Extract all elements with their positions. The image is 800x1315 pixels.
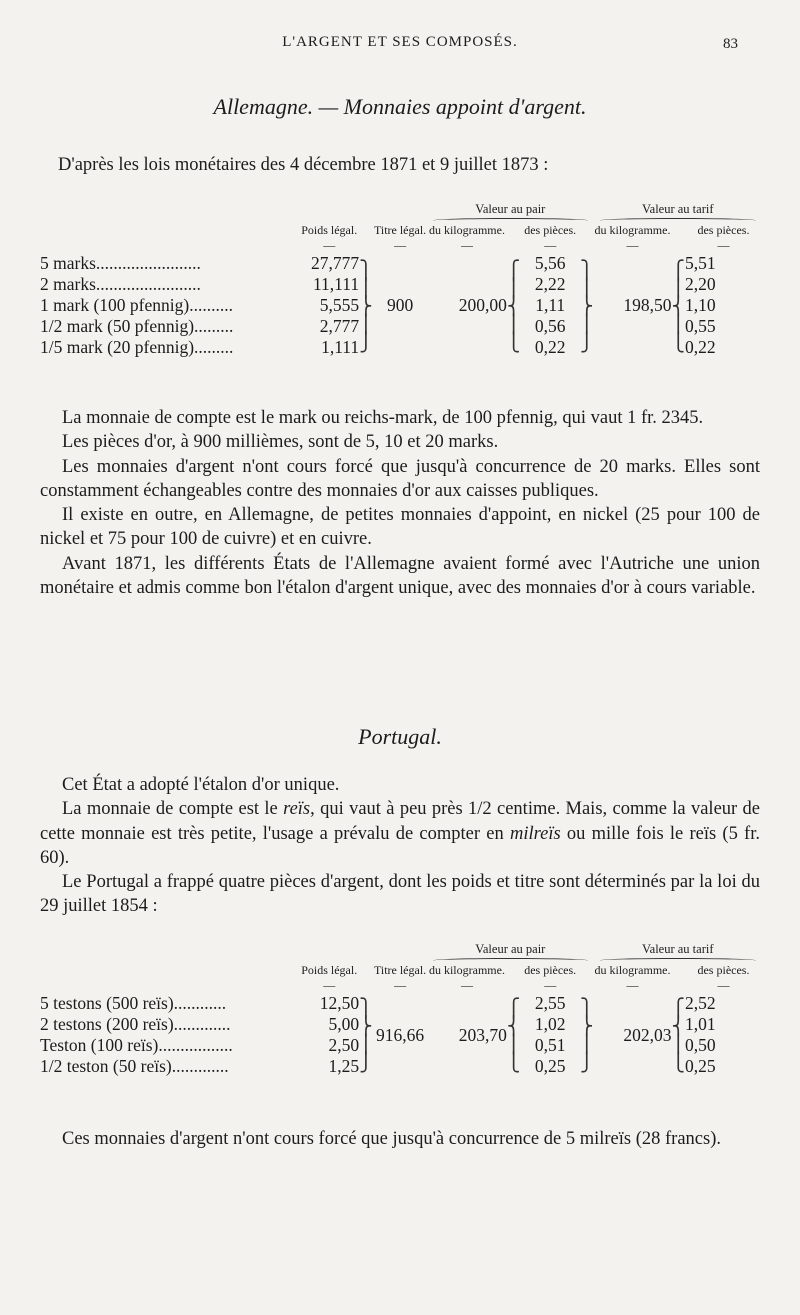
pair-piece-value: 0,56: [534, 316, 566, 336]
brace: ⎫ ⎪ ⎬ ⎪ ⎭: [359, 259, 373, 352]
dash: —: [544, 238, 557, 252]
col-header-titre: Titre légal.: [373, 963, 427, 977]
tarif-piece-value: 2,52: [684, 993, 716, 1013]
coin-weight: 2,50: [328, 1035, 360, 1055]
brace: ⎫ ⎬ ⎪ ⎭: [580, 998, 594, 1072]
section-title-allemagne: Allemagne. — Monnaies appoint d'argent.: [213, 94, 587, 119]
group-header-pair: Valeur au pair: [427, 942, 594, 963]
page-number: 83: [723, 36, 738, 52]
col-header-pair-kg: du kilogramme.: [428, 963, 505, 977]
tarif-piece-value: 0,55: [684, 316, 716, 336]
coin-weight: 11,111: [312, 274, 360, 294]
coin-label: 1/2 mark (50 pfennig).........: [40, 316, 234, 336]
brace: ⎧ ⎪ ⎨ ⎪ ⎩: [506, 259, 521, 352]
pair-piece-value: 1,11: [535, 295, 566, 315]
coin-label: 1/2 teston (50 reïs).............: [40, 1056, 229, 1076]
dash: —: [717, 978, 730, 992]
tarif-piece-value: 1,10: [684, 295, 716, 315]
body-text-portugal: [40, 773, 760, 919]
pair-piece-value: 0,22: [534, 337, 566, 357]
dash: —: [626, 978, 639, 992]
brace: ⎧ ⎨ ⎪ ⎩: [506, 998, 521, 1072]
coin-label: Teston (100 reïs).................: [40, 1035, 233, 1055]
dash: —: [460, 978, 473, 992]
col-header-pair-kg: du kilogramme.: [428, 223, 505, 237]
term-milreis: milreïs: [509, 823, 561, 844]
col-header-tarif-kg: du kilogramme.: [594, 963, 671, 977]
tarif-piece-value: 0,50: [684, 1035, 716, 1055]
coin-label: 5 testons (500 reïs)............: [40, 993, 227, 1013]
coin-titre: 916,66: [376, 1024, 425, 1045]
tarif-kg-value: 202,03: [623, 1024, 672, 1045]
dash: —: [460, 238, 473, 252]
running-head: [0, 34, 800, 58]
tarif-piece-value: 0,25: [684, 1056, 716, 1076]
dash: —: [323, 978, 336, 992]
paragraph: Avant 1871, les différents États de l'Allemagne avaient formé avec l'Autriche une union monétaire et admis comme bon l'étalon d'argent unique, avec des monnaies d'or à cours variable.: [40, 553, 760, 599]
coin-weight: 1,111: [321, 337, 360, 357]
tarif-piece-value: 1,01: [684, 1014, 716, 1034]
brace: ⎫ ⎬ ⎪ ⎭: [359, 998, 373, 1072]
coin-label: 5 marks........................: [40, 253, 201, 273]
coin-label: 2 testons (200 reïs).............: [40, 1014, 231, 1034]
coin-weight: 5,555: [319, 295, 360, 315]
col-header-poids: Poids légal.: [301, 963, 358, 977]
coin-weight: 2,777: [319, 316, 360, 336]
paragraph: Il existe en outre, en Allemagne, de petites monnaies d'appoint, en nickel (25 pour 100 de nickel et 75 pour 100 de cuivre) et en cuivre.: [40, 505, 760, 550]
paragraph: Les pièces d'or, à 900 millièmes, sont de 5, 10 et 20 marks.: [62, 432, 499, 453]
coin-weight: 12,50: [319, 993, 360, 1013]
col-header-poids: Poids légal.: [301, 223, 358, 237]
tarif-piece-value: 0,22: [684, 337, 716, 357]
col-header-tarif-pieces: des pièces.: [697, 223, 750, 237]
paragraph: Le Portugal a frappé quatre pièces d'argent, dont les poids et titre sont déterminés par la loi du 29 juillet 1854 :: [40, 872, 760, 917]
paragraph: Ces monnaies d'argent n'ont cours forcé que jusqu'à concurrence de 5 milreïs (28 francs).: [62, 1129, 721, 1149]
pair-piece-value: 2,55: [534, 993, 566, 1013]
paragraph: La monnaie de compte est le reïs, qui vaut à peu près 1/2 centime. Mais, comme la valeur de cette monnaie est très petite, l'usage a prévalu de compter en milreïs ou mille fois le reïs (5 fr. 60).: [40, 799, 760, 868]
closing-portugal: [40, 1127, 760, 1151]
dash: —: [394, 238, 407, 252]
coin-weight: 1,25: [328, 1056, 360, 1076]
brace: ⎧ ⎪ ⎨ ⎪ ⎩: [671, 259, 685, 352]
brace: ⎧ ⎨ ⎪ ⎩: [671, 998, 685, 1072]
paragraph: La monnaie de compte est le mark ou reichs-mark, de 100 pfennig, qui vaut 1 fr. 2345.: [62, 408, 704, 428]
group-header-tarif: Valeur au tarif: [594, 942, 762, 963]
col-header-pair-pieces: des pièces.: [524, 963, 577, 977]
pair-piece-value: 0,51: [534, 1035, 566, 1055]
tarif-kg-value: 198,50: [623, 295, 672, 315]
col-header-pair-pieces: des pièces.: [524, 223, 577, 237]
dash: —: [323, 238, 336, 252]
brace: ⎫ ⎪ ⎬ ⎪ ⎭: [580, 259, 594, 352]
coin-weight: 27,777: [311, 253, 360, 273]
coin-label: 2 marks........................: [40, 274, 201, 294]
dash: —: [544, 978, 557, 992]
pair-piece-value: 1,02: [534, 1014, 566, 1034]
pair-piece-value: 0,25: [534, 1056, 566, 1076]
intro-text: D'après les lois monétaires des 4 décembre 1871 et 9 juillet 1873 :: [58, 155, 549, 175]
pair-piece-value: 2,22: [534, 274, 566, 294]
coin-weight: 5,00: [328, 1014, 360, 1034]
pair-piece-value: 5,56: [534, 253, 566, 273]
intro-allemagne: [40, 153, 760, 177]
dash: —: [717, 238, 730, 252]
pair-kg-value: 200,00: [458, 295, 507, 315]
paragraph: Les monnaies d'argent n'ont cours forcé que jusqu'à concurrence de 20 marks. Elles sont constamment échangeables contre des monnaies d'or aux caisses publiques.: [40, 456, 760, 501]
portuguese-coin-table: [40, 942, 762, 1077]
coin-label: 1/5 mark (20 pfennig).........: [40, 337, 234, 357]
dash: —: [626, 238, 639, 252]
group-header-tarif: Valeur au tarif: [594, 202, 762, 223]
paragraph: Cet État a adopté l'étalon d'or unique.: [62, 775, 340, 795]
col-header-tarif-kg: du kilogramme.: [594, 223, 671, 237]
body-text-allemagne: [40, 406, 760, 600]
col-header-titre: Titre légal.: [373, 223, 427, 237]
pair-kg-value: 203,70: [458, 1024, 507, 1045]
col-header-tarif-pieces: des pièces.: [697, 963, 750, 977]
dash: —: [394, 978, 407, 992]
group-header-pair: Valeur au pair: [427, 202, 594, 223]
tarif-piece-value: 2,20: [684, 274, 716, 294]
tarif-piece-value: 5,51: [684, 253, 716, 273]
term-reis: reïs: [283, 799, 311, 820]
section-title-portugal: Portugal.: [358, 724, 442, 749]
coin-label: 1 mark (100 pfennig)..........: [40, 295, 233, 315]
coin-titre: 900: [386, 295, 414, 315]
running-title: L'ARGENT ET SES COMPOSÉS.: [282, 34, 518, 50]
german-coin-table: [40, 202, 762, 358]
